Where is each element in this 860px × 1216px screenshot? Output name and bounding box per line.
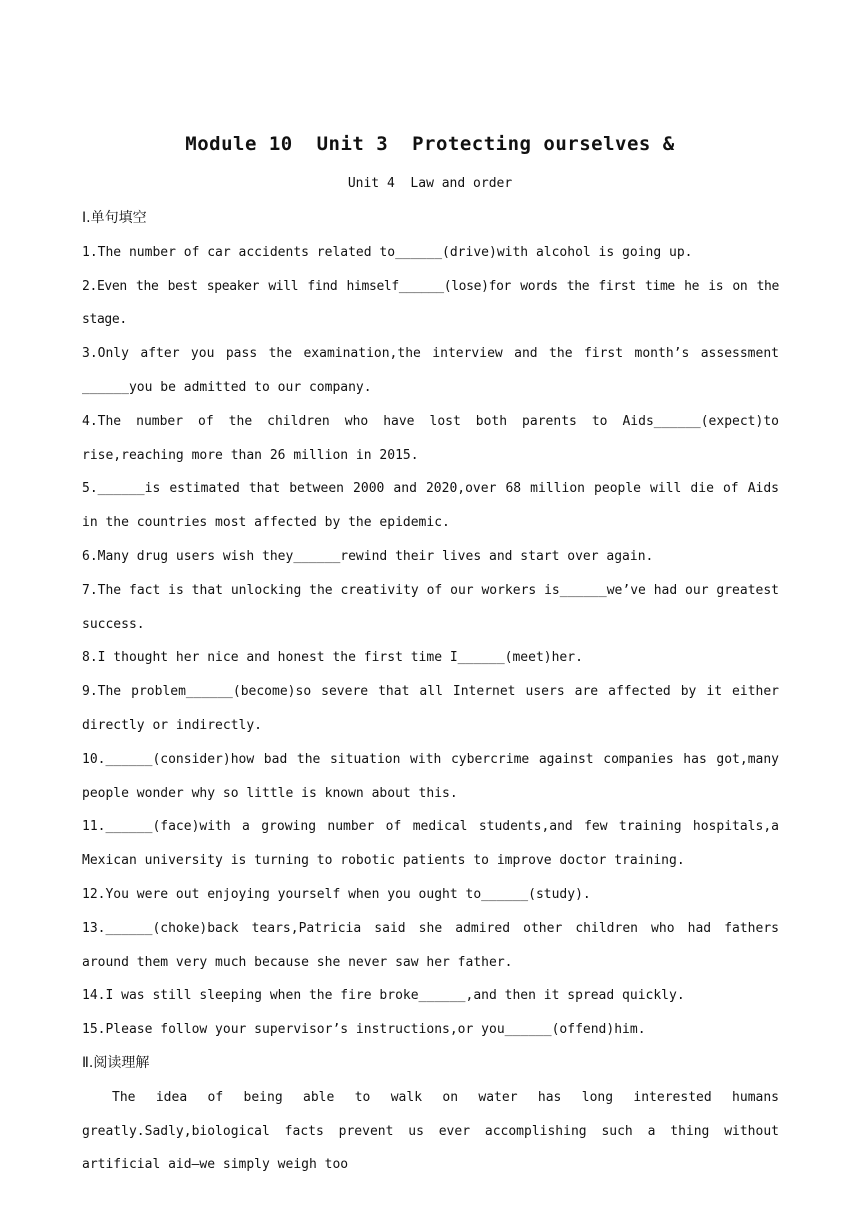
section-heading-fill-in: Ⅰ.单句填空 bbox=[82, 210, 147, 226]
question-3: 3.Only after you pass the examination,the interview and the first month’s assessment ______you be admitted to our company. bbox=[82, 346, 779, 395]
question-4: 4.The number of the children who have lost both parents to Aids______(expect)to rise,reaching more than 26 million in 2015. bbox=[82, 413, 779, 463]
question-10: 10.______(consider)how bad the situation with cybercrime against companies has got,many people wonder why so little is known about this. bbox=[82, 751, 779, 801]
reading-paragraph: The idea of being able to walk on water has long interested humans greatly.Sadly,biological facts prevent us ever accomplishing such a thing without artificial aid—we simply weigh too bbox=[82, 1089, 779, 1173]
document-body bbox=[82, 202, 779, 1182]
question-13: 13.______(choke)back tears,Patricia said she admired other children who had fathers around them very much because she never saw her father. bbox=[82, 920, 779, 970]
section-heading-reading: Ⅱ.阅读理解 bbox=[82, 1054, 150, 1071]
question-1: 1.The number of car accidents related to______(drive)with alcohol is going up. bbox=[82, 244, 693, 260]
question-8: 8.I thought her nice and honest the first time I______(meet)her. bbox=[82, 650, 583, 666]
page-subtitle: Unit 4 Law and order bbox=[347, 176, 513, 191]
question-11: 11.______(face)with a growing number of medical students,and few training hospitals,a Mexican university is turning to robotic patients to improve doctor training. bbox=[82, 819, 779, 869]
question-15: 15.Please follow your supervisor’s instructions,or you______(offend)him. bbox=[82, 1022, 646, 1038]
question-6: 6.Many drug users wish they______rewind their lives and start over again. bbox=[82, 548, 654, 564]
question-7: 7.The fact is that unlocking the creativity of our workers is______we’ve had our greatest success. bbox=[82, 582, 779, 632]
page-title: Module 10 Unit 3 Protecting ourselves & bbox=[185, 133, 675, 155]
question-2: 2.Even the best speaker will find himself______(lose)for words the first time he is on the stage. bbox=[82, 278, 779, 328]
question-5: 5.______is estimated that between 2000 and 2020,over 68 million people will die of Aids in the countries most affected by the epidemic. bbox=[82, 481, 779, 531]
question-12: 12.You were out enjoying yourself when you ought to______(study). bbox=[82, 886, 591, 902]
question-14: 14.I was still sleeping when the fire broke______,and then it spread quickly. bbox=[82, 988, 685, 1004]
question-9: 9.The problem______(become)so severe that all Internet users are affected by it either directly or indirectly. bbox=[82, 684, 779, 733]
